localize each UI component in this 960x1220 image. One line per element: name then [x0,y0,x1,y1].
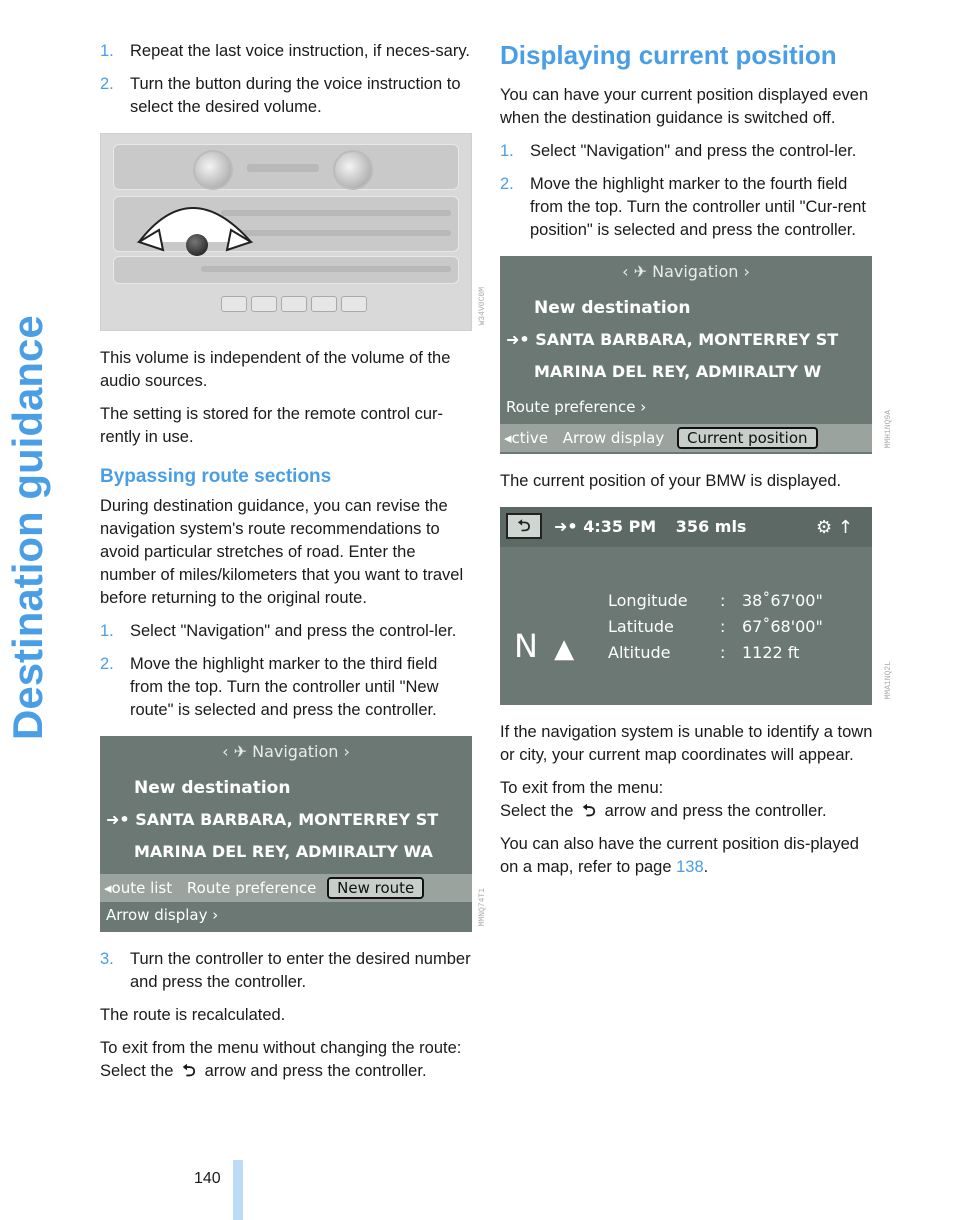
paragraph: During destination guidance, you can revise the navigation system's route recommendations to avoid particular stretches of road. Enter the number of miles/kilometers that you want to travel before returning to the original route. [100,497,464,607]
right-column [500,40,893,889]
menu-bar-item: oute list [111,879,173,897]
page-reference-link[interactable]: 138 [676,858,704,876]
step-item [100,948,472,994]
paragraph-text: You can also have the current position dis-played on a map, refer to page [500,835,859,876]
paragraph: The setting is stored for the remote control cur-rently in use. [100,405,443,446]
step-number: 1. [500,142,514,160]
section-side-title-text: Destination guidance [4,315,51,740]
step-number: 2. [100,655,114,673]
figure-id: MMH1NQ9A [884,409,893,448]
page-number: 140 [194,1170,221,1187]
current-position-figure [500,507,893,705]
arrow-display-item: Arrow display › [106,906,219,924]
menu-bar-item: Route preference [186,879,317,897]
step-item [500,140,878,163]
menu-bar: ◂oute list Route preference New route [100,874,472,902]
arrow-display-label: Arrow display [106,906,208,924]
north-label: N [514,627,538,665]
step-item [100,653,472,722]
menu-bar-item: ctive [511,429,548,447]
figure-id: MMA1NQ2L [884,660,893,699]
volume-button [186,234,208,256]
figure-id: MMNQ74T1 [478,887,487,926]
paragraph [100,1037,472,1083]
destination-item: MARINA DEL REY, ADMIRALTY W [534,362,822,381]
current-position-screen [500,507,872,705]
navigation-menu-figure [100,736,487,932]
compass-arrow-icon: ▲ [554,634,575,664]
paragraph: The route is recalculated. [100,1006,286,1024]
destination-item: ➜• SANTA BARBARA, MONTERREY ST [506,330,839,349]
coordinate-row: Altitude : 1122 ft [608,643,800,662]
figure-id: W34V0C0M [478,286,487,325]
new-destination-item: New destination [134,778,291,798]
coordinate-label: Longitude [608,591,688,610]
step-item [100,40,472,63]
destination-item: ➜• SANTA BARBARA, MONTERREY ST [106,810,439,829]
page-marker-bar [233,1160,243,1220]
step-number: 1. [100,42,114,60]
rotate-arrows-icon [101,134,472,331]
back-arrow-icon: ⮌ [506,513,542,539]
menu-bar: ◂ctive Arrow display Current position [500,424,872,452]
nav-header: ‹ ✈ Navigation › [222,742,350,761]
section-heading: Bypassing route sections [100,466,332,487]
destination-label: SANTA BARBARA, MONTERREY ST [535,330,839,349]
step-text: Move the highlight marker to the fourth field from the top. Turn the controller until "Cur-rent position" is selected and press the controller. [530,175,867,239]
navigation-menu-screen [500,256,872,454]
paragraph [500,833,878,879]
paragraph-text: Select the [100,1062,174,1080]
step-number: 3. [100,950,114,968]
compass [514,627,872,665]
coordinate-value: 38˚67'00" [742,591,823,610]
radio-console-image [100,133,472,331]
time-readout: 4:35 PM [583,517,657,536]
menu-bar-item: Arrow display [562,429,665,447]
nav-header-label: Navigation [652,262,739,281]
coordinate-label: Latitude [608,617,674,636]
paragraph: You can have your current position displayed even when the destination guidance is switched off. [500,86,869,127]
section-side-title [4,40,60,740]
nav-header: ‹ ✈ Navigation › [622,262,750,281]
step-item [100,620,472,643]
navigation-menu-screen [100,736,472,932]
route-preference-item: Route preference › [506,398,647,416]
paragraph-text: To exit from the menu: [500,779,664,797]
left-column [100,40,487,1083]
coordinate-value: 67˚68'00" [742,617,823,636]
back-arrow-icon: ⮌ [182,1062,196,1080]
step-item [500,173,878,242]
current-position-option: Current position [677,427,818,449]
distance-readout: 356 mls [675,517,747,536]
step-text: Repeat the last voice instruction, if neces-sary. [130,42,470,60]
step-text: Select "Navigation" and press the control-ler. [130,622,457,640]
step-number: 1. [100,622,114,640]
radio-console-figure [100,133,487,331]
paragraph [500,777,878,823]
navigation-menu-figure [500,256,893,454]
step-number: 2. [500,175,514,193]
step-number: 2. [100,75,114,93]
settings-icon: ⚙ ↑ [816,517,853,538]
paragraph: If the navigation system is unable to identify a town or city, your current map coordinates will appear. [500,723,873,764]
destination-label: SANTA BARBARA, MONTERREY ST [135,810,439,829]
coordinate-label: Altitude [608,643,671,662]
nav-header-label: Navigation [252,742,339,761]
new-route-option: New route [327,877,424,899]
back-arrow-icon: ⮌ [582,802,596,820]
new-destination-item: New destination [534,298,691,318]
paragraph-text: To exit from the menu without changing the route: [100,1039,462,1057]
step-item [100,73,472,119]
section-heading: Displaying current position [500,40,837,70]
paragraph: The current position of your BMW is displayed. [500,472,842,490]
destination-item: MARINA DEL REY, ADMIRALTY WA [134,842,433,861]
paragraph-text: . [703,858,709,876]
step-text: Move the highlight marker to the third field from the top. Turn the controller until "New route" is selected and press the controller. [130,655,439,719]
paragraph: This volume is independent of the volume of the audio sources. [100,349,451,390]
paragraph-text: arrow and press the controller. [204,1062,427,1080]
paragraph-text: Select the [500,802,574,820]
status-line: ➜• 4:35 PM 356 mls [554,517,747,536]
step-text: Turn the button during the voice instruction to select the desired volume. [130,75,461,116]
coordinate-row: Longitude : 38˚67'00" [608,591,823,610]
route-preference-label: Route preference [506,398,636,416]
coordinate-value: 1122 ft [742,643,800,662]
step-text: Turn the controller to enter the desired number and press the controller. [130,950,471,991]
step-text: Select "Navigation" and press the control-ler. [530,142,857,160]
paragraph-text: arrow and press the controller. [604,802,827,820]
coordinate-row: Latitude : 67˚68'00" [608,617,823,636]
